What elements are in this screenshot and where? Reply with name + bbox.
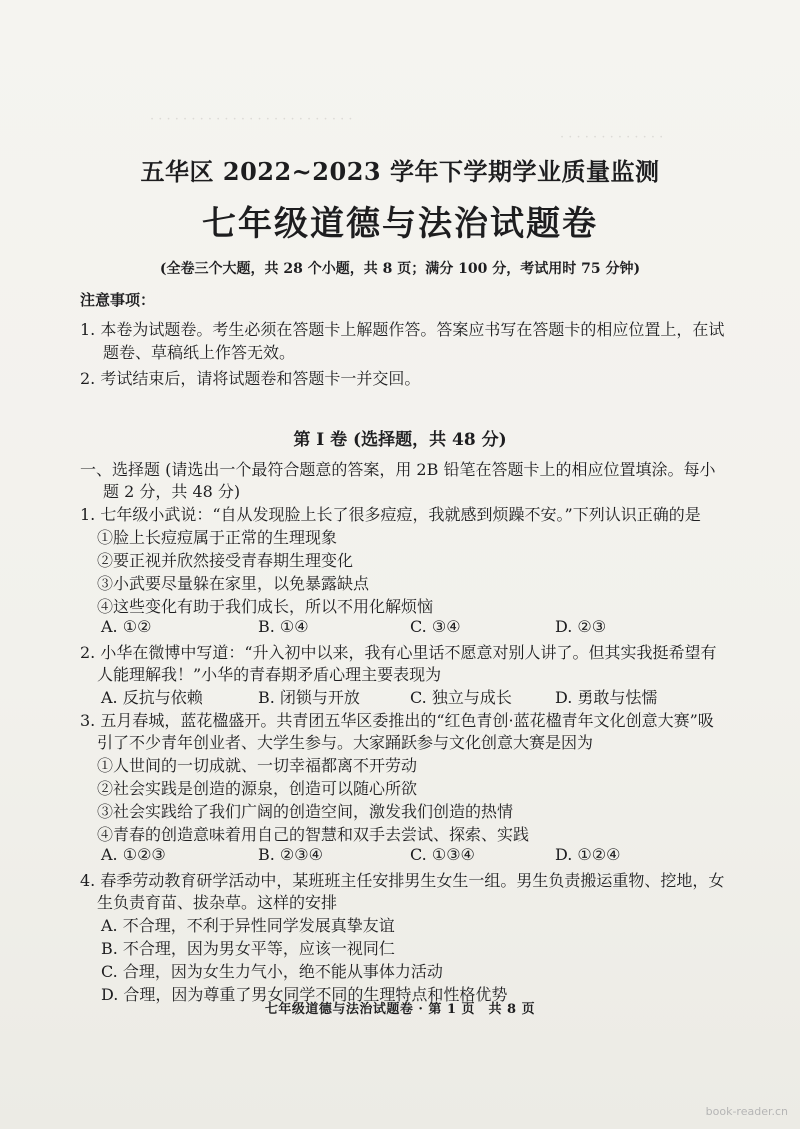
- exam-title-region: 五华区 2022~2023 学年下学期学业质量监测: [140, 157, 660, 186]
- notes-heading: 注意事项：: [80, 291, 156, 309]
- notes-item-1: 1. 本卷为试题卷。考生必须在答题卡上解题作答。答案应书写在答题卡的相应位置上，在试: [80, 320, 725, 339]
- question-4-option-b: B. 不合理，因为男女平等，应该一视同仁: [101, 939, 395, 958]
- question-2-option-c: C. 独立与成长: [410, 688, 512, 707]
- question-3-option-b: B. ②③④: [258, 845, 323, 864]
- exam-subtitle: (全卷三个大题，共 28 个小题，共 8 页；满分 100 分，考试用时 75 分钟): [159, 261, 641, 277]
- question-4-stem: 4. 春季劳动教育研学活动中，某班班主任安排男生女生一组。男生负责搬运重物、挖地，女: [80, 871, 725, 890]
- question-1-statement-1: ①脸上长痘痘属于正常的生理现象: [97, 528, 338, 547]
- section-title: 第 I 卷 (选择题，共 48 分): [293, 430, 507, 450]
- question-1-stem: 1. 七年级小武说：“自从发现脸上长了很多痘痘，我就感到烦躁不安。”下列认识正确的是: [80, 505, 701, 524]
- question-3-statement-1: ①人世间的一切成就、一切幸福都离不开劳动: [97, 756, 418, 775]
- page-footer: 七年级道德与法治试题卷 · 第 1 页 共 8 页: [264, 1002, 536, 1017]
- question-2-option-d: D. 勇敢与怯懦: [555, 688, 658, 707]
- question-3-stem-cont: 引了不少青年创业者、大学生参与。大家踊跃参与文化创意大赛是因为: [97, 733, 594, 752]
- exam-title-main: 七年级道德与法治试题卷: [202, 204, 598, 244]
- question-1-statement-4: ④这些变化有助于我们成长，所以不用化解烦恼: [97, 597, 434, 616]
- bleed-through-text: · · · · · · · · · · · · ·: [560, 130, 664, 145]
- question-3-option-a: A. ①②③: [101, 845, 166, 864]
- question-1-option-a: A. ①②: [101, 617, 152, 636]
- notes-item-1-cont: 题卷、草稿纸上作答无效。: [103, 343, 296, 362]
- question-2-option-a: A. 反抗与依赖: [101, 688, 203, 707]
- bleed-through-text: · · · · · · · · · · · · · · · · · · · · · · · · ·: [150, 112, 353, 127]
- question-2-stem-cont: 人能理解我！”小华的青春期矛盾心理主要表现为: [97, 665, 442, 684]
- question-3-option-c: C. ①③④: [410, 845, 475, 864]
- question-1-statement-3: ③小武要尽量躲在家里，以免暴露缺点: [97, 574, 370, 593]
- question-1-option-d: D. ②③: [555, 617, 607, 636]
- section-intro: 一、选择题 (请选出一个最符合题意的答案，用 2B 铅笔在答题卡上的相应位置填涂。每小: [80, 460, 716, 479]
- question-4-stem-cont: 生负责育苗、拔杂草。这样的安排: [97, 893, 338, 912]
- question-2-stem: 2. 小华在微博中写道：“升入初中以来，我有心里话不愿意对别人讲了。但其实我挺希望有: [80, 643, 717, 662]
- question-2-option-b: B. 闭锁与开放: [258, 688, 360, 707]
- question-3-statement-3: ③社会实践给了我们广阔的创造空间，激发我们创造的热情: [97, 802, 514, 821]
- notes-item-2: 2. 考试结束后，请将试题卷和答题卡一并交回。: [80, 369, 421, 388]
- question-1-statement-2: ②要正视并欣然接受青春期生理变化: [97, 551, 354, 570]
- question-3-option-d: D. ①②④: [555, 845, 621, 864]
- question-3-statement-4: ④青春的创造意味着用自己的智慧和双手去尝试、探索、实践: [97, 825, 530, 844]
- question-1-option-c: C. ③④: [410, 617, 461, 636]
- section-intro-cont: 题 2 分，共 48 分): [103, 482, 241, 501]
- question-4-option-a: A. 不合理，不利于异性同学发展真挚友谊: [101, 916, 395, 935]
- site-watermark: book-reader.cn: [705, 1105, 788, 1118]
- question-3-stem: 3. 五月春城，蓝花楹盛开。共青团五华区委推出的“红色青创·蓝花楹青年文化创意大赛”吸: [80, 711, 714, 730]
- question-3-statement-2: ②社会实践是创造的源泉，创造可以随心所欲: [97, 779, 418, 798]
- question-1-option-b: B. ①④: [258, 617, 309, 636]
- question-4-option-d: D. 合理，因为尊重了男女同学不同的生理特点和性格优势: [101, 985, 508, 1004]
- question-4-option-c: C. 合理，因为女生力气小，绝不能从事体力活动: [101, 962, 443, 981]
